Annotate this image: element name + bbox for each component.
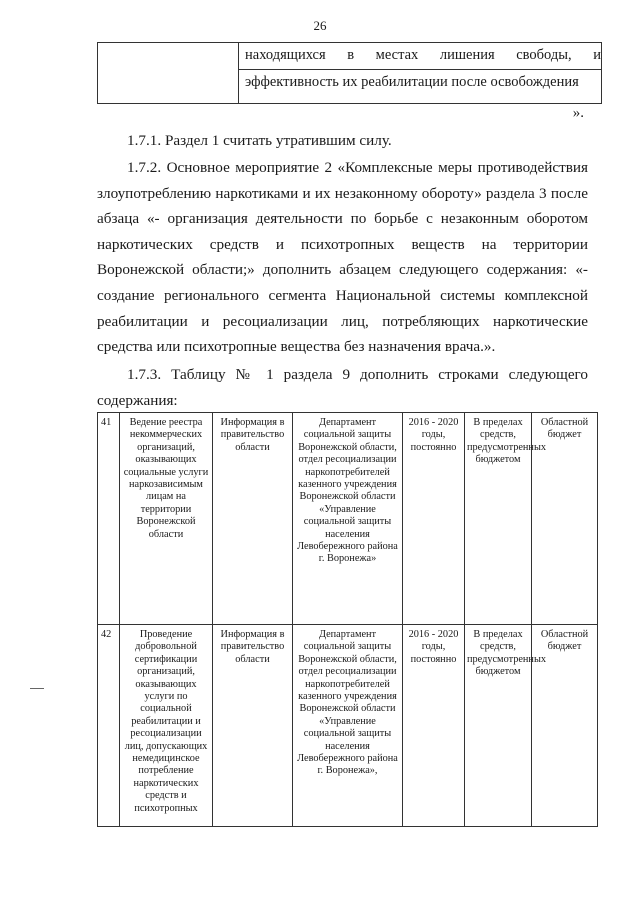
- table-row: [98, 413, 598, 625]
- paragraph-1-7-1: 1.7.1. Раздел 1 считать утратившим силу.: [127, 132, 392, 149]
- row-number: 42: [98, 625, 120, 827]
- table-row: [98, 625, 598, 827]
- activity-cell: Проведение добровольной сертификации организаций, оказывающих услуги по социальной реабилитации и ресоциализации лиц, допускающих немедицинское потребление наркотических средств и психотропных: [120, 625, 213, 827]
- source-cell: Областной бюджет: [532, 413, 598, 625]
- funding-cell: В пределах средств, предусмотренных бюджетом: [465, 625, 532, 827]
- paragraph-1-7-3: [97, 362, 588, 413]
- paragraph-line: 1.7.3. Таблицу № 1 раздела 9 дополнить строками следующего: [127, 366, 588, 383]
- paragraph-line: средства или психотропные вещества без назначения врача.».: [97, 338, 496, 356]
- continued-text-line-1: находящихся в местах лишения свободы, и: [245, 47, 601, 63]
- period-cell: 2016 - 2020 годы, постоянно: [403, 625, 465, 827]
- paragraph-line: Воронежской области;» дополнить абзацем следующего содержания: «-: [97, 261, 588, 279]
- funding-cell: В пределах средств, предусмотренных бюджетом: [465, 413, 532, 625]
- paragraph-line: злоупотреблению наркотиками и их незаконному обороту» раздела 3 после: [97, 184, 588, 202]
- paragraph-line: реабилитации и ресоциализации лиц, потребляющих наркотические: [97, 312, 588, 330]
- program-table: [97, 412, 598, 827]
- indicator-cell: Информация в правительство области: [213, 625, 293, 827]
- executor-cell: Департамент социальной защиты Воронежской области, отдел ресоциализации наркопотребителей казенного учреждения Воронежской области «Управление социальной защиты населения Левобережного района г. Воронежа»,: [293, 625, 403, 827]
- closing-quote: ».: [572, 105, 584, 121]
- activity-cell: Ведение реестра некоммерческих организаций, оказывающих социальные услуги наркозависимым лицам на территории Воронежской области: [120, 413, 213, 625]
- indicator-cell: Информация в правительство области: [213, 413, 293, 625]
- paragraph-line: наркотических средств и психотропных веществ на территории: [97, 235, 588, 253]
- row-number: 41: [98, 413, 120, 625]
- empty-cell: [98, 43, 239, 104]
- paragraph-line: абзаца «- организация деятельности по борьбе с незаконным оборотом: [97, 210, 588, 228]
- period-cell: 2016 - 2020 годы, постоянно: [403, 413, 465, 625]
- source-cell: Областной бюджет: [532, 625, 598, 827]
- continued-table-fragment: [97, 42, 602, 104]
- paragraph-line: создание регионального сегмента Национальной системы комплексной: [97, 286, 588, 304]
- paragraph-line: содержания:: [97, 391, 178, 409]
- paragraph-1-7-2: [97, 155, 588, 360]
- continued-cell: [239, 43, 602, 104]
- margin-mark: [30, 688, 44, 689]
- executor-cell: Департамент социальной защиты Воронежской области, отдел ресоциализации наркопотребителей казенного учреждения Воронежской области «Управление социальной защиты населения Левобережного района г. Воронежа»: [293, 413, 403, 625]
- paragraph-line: 1.7.2. Основное мероприятие 2 «Комплексные меры противодействия: [127, 159, 588, 176]
- page-number: 26: [313, 18, 327, 33]
- continued-text-line-2: эффективность их реабилитации после освобождения: [239, 69, 601, 94]
